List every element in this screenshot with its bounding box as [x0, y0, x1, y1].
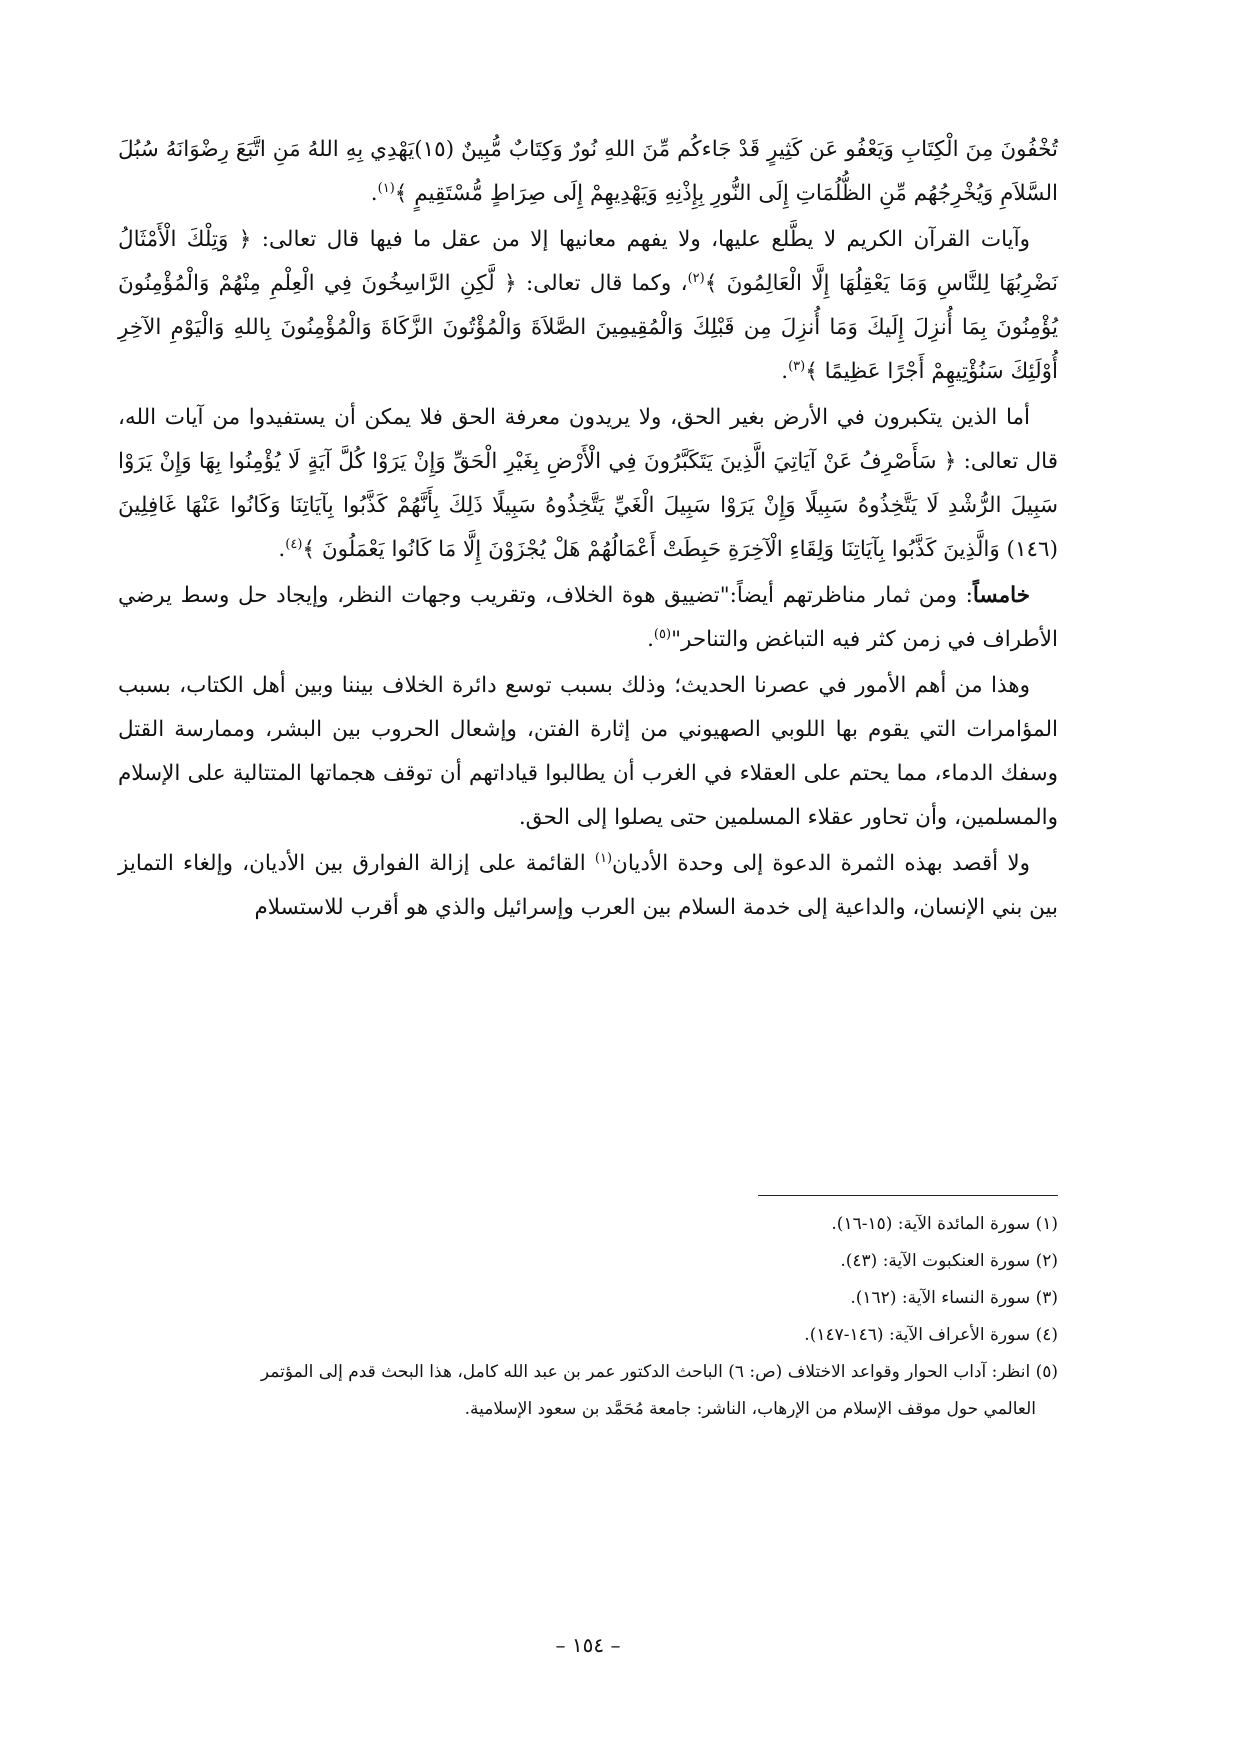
- paragraph-unity-of-religions: ولا أقصد بهذه الثمرة الدعوة إلى وحدة الأديان$^{(١)}$ القائمة على إزالة الفوارق بين الأديان، وإلغاء التمايز بين بني الإنسان، والداعية إلى خدمة السلام بين العرب وإسرائيل والذي هو أقرب للاستسلام: [118, 850, 1058, 920]
- footnote-ref: (٤): [285, 536, 303, 552]
- paragraph-fifth: خامساً: ومن ثمار مناظرتهم أيضاً:"تضييق هوة الخلاف، وتقريب وجهات النظر، وإيجاد حل وسط يرضي الأطراف في زمن كثر فيه التباغض والتناحر"$^{(٥)}$.: [118, 583, 1058, 652]
- book-page: [118, 128, 1058, 1688]
- footnotes: [118, 1206, 1058, 1428]
- footnote-ref: (١): [377, 180, 395, 196]
- footnote-divider: [758, 1195, 1058, 1196]
- paragraph-quran-continuation: تُخْفُونَ مِنَ الْكِتَابِ وَيَعْفُو عَن كَثِيرٍ قَدْ جَاءكُم مِّنَ اللهِ نُورٌ وَكِتَابٌ مُّبِينٌ (١٥)يَهْدِي بِهِ اللهُ مَنِ اتَّبَعَ رِضْوَانَهُ سُبُلَ السَّلاَمِ وَيُخْرِجُهُم مِّنِ الظُّلُمَاتِ إِلَى النُّورِ بِإِذْنِهِ وَيَهْدِيهِمْ إِلَى صِرَاطٍ مُّسْتَقِيمٍ ﴾$^{(١)}$.: [118, 137, 1058, 206]
- paragraph-arrogant: أما الذين يتكبرون في الأرض بغير الحق، ولا يريدون معرفة الحق فلا يمكن أن يستفيدوا من آيات الله، قال تعالى: ﴿ سَأَصْرِفُ عَنْ آيَاتِيَ الَّذِينَ يَتَكَبَّرُونَ فِي الْأَرْضِ بِغَيْرِ الْحَقِّ وَإِنْ يَرَوْا كُلَّ آيَةٍ لَا يُؤْمِنُوا بِهَا وَإِنْ يَرَوْا سَبِيلَ الرُّشْدِ لَا يَتَّخِذُوهُ سَبِيلًا وَإِنْ يَرَوْا سَبِيلَ الْغَيِّ يَتَّخِذُوهُ سَبِيلًا ذَلِكَ بِأَنَّهُمْ كَذَّبُوا بِآيَاتِنَا وَكَانُوا عَنْهَا غَافِلِينَ (١٤٦) وَالَّذِينَ كَذَّبُوا بِآيَاتِنَا وَلِقَاءِ الْآخِرَةِ حَبِطَتْ أَعْمَالُهُمْ هَلْ يُجْزَوْنَ إِلَّا مَا كَانُوا يَعْمَلُونَ ﴾$^{(٤)}$.: [118, 405, 1058, 562]
- footnote-ref: (١): [594, 850, 613, 866]
- section-marker: خامساً: [972, 583, 1030, 608]
- footnote-5: (٥) انظر: آداب الحوار وقواعد الاختلاف (ص: ٦) الباحث الدكتور عمر بن عبد الله كامل، هذا البحث قدم إلى المؤتمر: [260, 1362, 1058, 1382]
- main-text: [118, 128, 1058, 930]
- footnote-2: (٢) سورة العنكبوت الآية: (٤٣).: [840, 1251, 1058, 1271]
- footnote-1: (١) سورة المائدة الآية: (١٥-١٦).: [831, 1214, 1058, 1234]
- paragraph-modern-era: وهذا من أهم الأمور في عصرنا الحديث؛ وذلك بسبب توسع دائرة الخلاف بيننا وبين أهل الكتاب، بسبب المؤامرات التي يقوم بها اللوبي الصهيوني من إثارة الفتن، وإشعال الحروب بين البشر، وممارسة القتل وسفك الدماء، مما يحتم على العقلاء في الغرب أن يطالبوا قياداتهم أن توقف هجماتها المتتالية على الإسلام والمسلمين، وأن تحاور عقلاء المسلمين حتى يصلوا إلى الحق.: [118, 673, 1058, 830]
- page-number: – ١٥٤ –: [555, 1633, 621, 1657]
- footnote-3: (٣) سورة النساء الآية: (١٦٢).: [850, 1288, 1058, 1308]
- footnote-4: (٤) سورة الأعراف الآية: (١٤٦-١٤٧).: [804, 1325, 1058, 1345]
- quran-verse: تُخْفُونَ مِنَ الْكِتَابِ وَيَعْفُو عَن كَثِيرٍ قَدْ جَاءكُم مِّنَ اللهِ نُورٌ وَكِتَابٌ مُّبِينٌ (١٥)يَهْدِي بِهِ اللهُ مَنِ اتَّبَعَ رِضْوَانَهُ سُبُلَ السَّلاَمِ وَيُخْرِجُهُم مِّنِ الظُّلُمَاتِ إِلَى النُّورِ بِإِذْنِهِ وَيَهْدِيهِمْ إِلَى صِرَاطٍ مُّسْتَقِيمٍ ﴾: [118, 137, 1058, 206]
- footnote-ref: (٢): [687, 270, 705, 286]
- footnote-ref: (٣): [788, 358, 806, 374]
- footnote-ref: (٥): [653, 626, 672, 642]
- footnote-5-continuation: العالمي حول موقف الإسلام من الإرهاب، الناشر: جامعة مُحَمَّد بن سعود الإسلامية.: [464, 1399, 1036, 1419]
- paragraph-verses-understanding: وآيات القرآن الكريم لا يطَّلع عليها، ولا يفهم معانيها إلا من عقل ما فيها قال تعالى: ﴿ وَتِلْكَ الْأَمْثَالُ نَضْرِبُهَا لِلنَّاسِ وَمَا يَعْقِلُهَا إِلَّا الْعَالِمُونَ ﴾$^{(٢)}$، وكما قال تعالى: ﴿ لَّكِنِ الرَّاسِخُونَ فِي الْعِلْمِ مِنْهُمْ وَالْمُؤْمِنُونَ يُؤْمِنُونَ بِمَا أُنزِلَ إِلَيكَ وَمَا أُنزِلَ مِن قَبْلِكَ وَالْمُقِيمِينَ الصَّلاَةَ وَالْمُؤْتُونَ الزَّكَاةَ وَالْمُؤْمِنُونَ بِاللهِ وَالْيَوْمِ الآخِرِ أُوْلَئِكَ سَنُؤْتِيهِمْ أَجْرًا عَظِيمًا ﴾$^{(٣)}$.: [118, 227, 1059, 384]
